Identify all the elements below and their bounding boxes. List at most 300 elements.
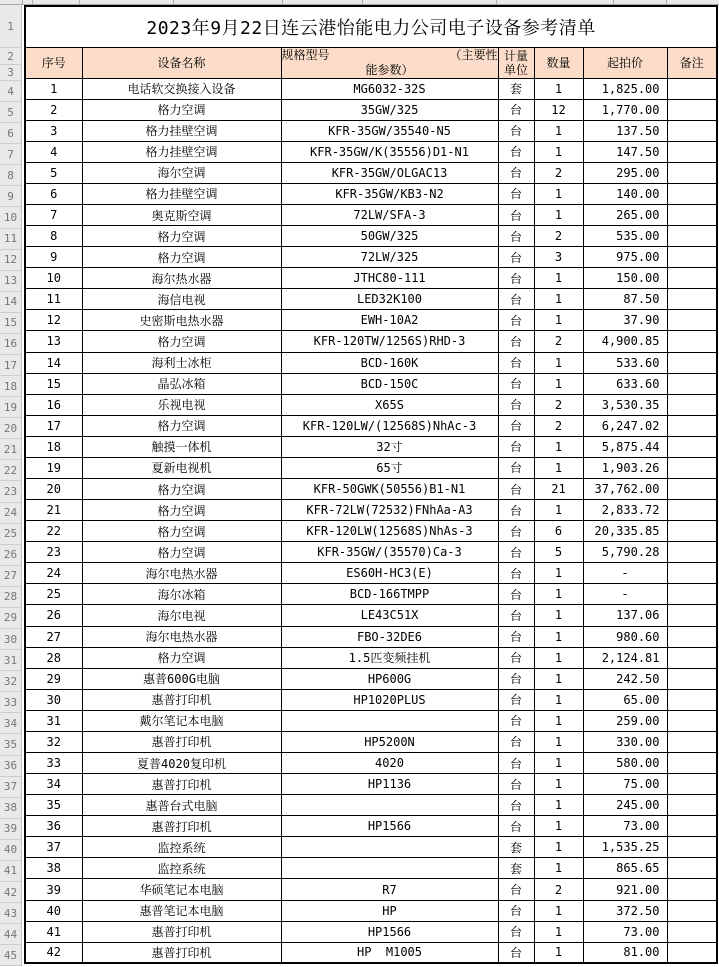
serial-cell[interactable]: 22 xyxy=(25,521,82,542)
price-cell[interactable]: 330.00 xyxy=(583,731,667,752)
row-number[interactable]: 39 xyxy=(0,819,21,840)
price-cell[interactable]: 1,770.00 xyxy=(583,99,667,120)
row-number[interactable]: 2 xyxy=(0,48,21,65)
row-number[interactable]: 7 xyxy=(0,144,21,165)
row-number[interactable]: 16 xyxy=(0,334,21,355)
unit-cell[interactable]: 台 xyxy=(498,331,534,352)
unit-cell[interactable]: 台 xyxy=(498,774,534,795)
price-cell[interactable]: 2,833.72 xyxy=(583,500,667,521)
unit-cell[interactable]: 台 xyxy=(498,141,534,162)
unit-cell[interactable]: 台 xyxy=(498,457,534,478)
device-name-cell[interactable]: 格力空调 xyxy=(82,415,281,436)
spec-cell[interactable]: KFR-35GW/35540-N5 xyxy=(281,120,498,141)
device-name-cell[interactable]: 格力空调 xyxy=(82,247,281,268)
unit-cell[interactable]: 台 xyxy=(498,900,534,921)
unit-cell[interactable]: 台 xyxy=(498,710,534,731)
row-number[interactable]: 18 xyxy=(0,376,21,397)
note-cell[interactable] xyxy=(667,141,717,162)
qty-cell[interactable]: 1 xyxy=(534,689,583,710)
serial-cell[interactable]: 16 xyxy=(25,394,82,415)
unit-cell[interactable]: 台 xyxy=(498,795,534,816)
device-name-cell[interactable]: 惠普打印机 xyxy=(82,689,281,710)
spec-cell[interactable]: KFR-120TW/1256S)RHD-3 xyxy=(281,331,498,352)
qty-cell[interactable]: 2 xyxy=(534,331,583,352)
note-cell[interactable] xyxy=(667,415,717,436)
qty-cell[interactable]: 1 xyxy=(534,710,583,731)
row-number[interactable]: 38 xyxy=(0,798,21,819)
price-cell[interactable]: 3,530.35 xyxy=(583,394,667,415)
note-cell[interactable] xyxy=(667,774,717,795)
device-name-cell[interactable]: 格力空调 xyxy=(82,478,281,499)
note-cell[interactable] xyxy=(667,457,717,478)
device-name-cell[interactable]: 格力空调 xyxy=(82,647,281,668)
qty-cell[interactable]: 1 xyxy=(534,141,583,162)
note-cell[interactable] xyxy=(667,731,717,752)
serial-cell[interactable]: 15 xyxy=(25,373,82,394)
price-cell[interactable]: 980.60 xyxy=(583,626,667,647)
spec-cell[interactable]: KFR-120LW(12568S)NhAs-3 xyxy=(281,521,498,542)
price-cell[interactable]: 1,825.00 xyxy=(583,78,667,99)
note-cell[interactable] xyxy=(667,689,717,710)
row-number[interactable]: 37 xyxy=(0,777,21,798)
note-cell[interactable] xyxy=(667,268,717,289)
price-cell[interactable]: 81.00 xyxy=(583,942,667,963)
serial-cell[interactable]: 28 xyxy=(25,647,82,668)
unit-cell[interactable]: 套 xyxy=(498,837,534,858)
qty-cell[interactable]: 1 xyxy=(534,753,583,774)
device-name-cell[interactable]: 史密斯电热水器 xyxy=(82,310,281,331)
serial-cell[interactable]: 39 xyxy=(25,879,82,900)
spec-cell[interactable]: BCD-160K xyxy=(281,352,498,373)
serial-cell[interactable]: 27 xyxy=(25,626,82,647)
device-name-cell[interactable]: 海尔冰箱 xyxy=(82,584,281,605)
qty-cell[interactable]: 6 xyxy=(534,521,583,542)
serial-cell[interactable]: 5 xyxy=(25,162,82,183)
unit-cell[interactable]: 套 xyxy=(498,858,534,879)
header-device-name[interactable]: 设备名称 xyxy=(82,47,281,78)
device-name-cell[interactable]: 奥克斯空调 xyxy=(82,204,281,225)
header-unit[interactable] xyxy=(498,47,534,78)
note-cell[interactable] xyxy=(667,647,717,668)
row-number[interactable]: 19 xyxy=(0,397,21,418)
spec-cell[interactable]: MG6032-32S xyxy=(281,78,498,99)
price-cell[interactable]: 245.00 xyxy=(583,795,667,816)
price-cell[interactable]: 150.00 xyxy=(583,268,667,289)
serial-cell[interactable]: 21 xyxy=(25,500,82,521)
header-spec[interactable] xyxy=(281,47,498,78)
row-number[interactable]: 31 xyxy=(0,650,21,671)
spec-cell[interactable]: 4020 xyxy=(281,753,498,774)
spec-cell[interactable]: JTHC80-111 xyxy=(281,268,498,289)
spec-cell[interactable]: HP600G xyxy=(281,668,498,689)
serial-cell[interactable]: 12 xyxy=(25,310,82,331)
device-name-cell[interactable]: 格力空调 xyxy=(82,331,281,352)
note-cell[interactable] xyxy=(667,373,717,394)
qty-cell[interactable]: 1 xyxy=(534,837,583,858)
row-number[interactable]: 22 xyxy=(0,460,21,481)
note-cell[interactable] xyxy=(667,605,717,626)
note-cell[interactable] xyxy=(667,837,717,858)
price-cell[interactable]: - xyxy=(583,563,667,584)
spec-cell[interactable]: BCD-166TMPP xyxy=(281,584,498,605)
qty-cell[interactable]: 1 xyxy=(534,647,583,668)
note-cell[interactable] xyxy=(667,247,717,268)
device-name-cell[interactable]: 惠普打印机 xyxy=(82,774,281,795)
row-number[interactable]: 20 xyxy=(0,418,21,439)
qty-cell[interactable]: 1 xyxy=(534,268,583,289)
spec-cell[interactable]: KFR-120LW/(12568S)NhAc-3 xyxy=(281,415,498,436)
qty-cell[interactable]: 1 xyxy=(534,120,583,141)
unit-cell[interactable]: 台 xyxy=(498,120,534,141)
unit-cell[interactable]: 台 xyxy=(498,162,534,183)
qty-cell[interactable]: 3 xyxy=(534,247,583,268)
price-cell[interactable]: 865.65 xyxy=(583,858,667,879)
price-cell[interactable]: 295.00 xyxy=(583,162,667,183)
note-cell[interactable] xyxy=(667,289,717,310)
qty-cell[interactable]: 2 xyxy=(534,415,583,436)
qty-cell[interactable]: 1 xyxy=(534,605,583,626)
row-number[interactable]: 10 xyxy=(0,207,21,228)
price-cell[interactable]: 265.00 xyxy=(583,204,667,225)
device-name-cell[interactable]: 触摸一体机 xyxy=(82,436,281,457)
note-cell[interactable] xyxy=(667,942,717,963)
header-remark[interactable]: 备注 xyxy=(667,47,717,78)
qty-cell[interactable]: 1 xyxy=(534,626,583,647)
device-name-cell[interactable]: 海信电视 xyxy=(82,289,281,310)
row-number[interactable]: 34 xyxy=(0,713,21,734)
row-number[interactable]: 21 xyxy=(0,439,21,460)
row-number[interactable]: 44 xyxy=(0,924,21,945)
row-number[interactable]: 4 xyxy=(0,81,21,102)
row-number[interactable]: 6 xyxy=(0,123,21,144)
qty-cell[interactable]: 1 xyxy=(534,436,583,457)
note-cell[interactable] xyxy=(667,626,717,647)
device-name-cell[interactable]: 惠普600G电脑 xyxy=(82,668,281,689)
spec-cell[interactable]: R7 xyxy=(281,879,498,900)
qty-cell[interactable]: 1 xyxy=(534,942,583,963)
qty-cell[interactable]: 1 xyxy=(534,584,583,605)
price-cell[interactable]: 2,124.81 xyxy=(583,647,667,668)
spec-cell[interactable]: KFR-72LW(72532)FNhAa-A3 xyxy=(281,500,498,521)
qty-cell[interactable]: 1 xyxy=(534,668,583,689)
unit-cell[interactable]: 台 xyxy=(498,352,534,373)
serial-cell[interactable]: 17 xyxy=(25,415,82,436)
note-cell[interactable] xyxy=(667,500,717,521)
device-name-cell[interactable]: 惠普台式电脑 xyxy=(82,795,281,816)
note-cell[interactable] xyxy=(667,921,717,942)
unit-cell[interactable]: 台 xyxy=(498,99,534,120)
price-cell[interactable]: 5,875.44 xyxy=(583,436,667,457)
row-number[interactable]: 30 xyxy=(0,629,21,650)
price-cell[interactable]: 372.50 xyxy=(583,900,667,921)
device-name-cell[interactable]: 海利士冰柜 xyxy=(82,352,281,373)
note-cell[interactable] xyxy=(667,816,717,837)
device-name-cell[interactable]: 海尔电热水器 xyxy=(82,563,281,584)
device-name-cell[interactable]: 惠普打印机 xyxy=(82,921,281,942)
qty-cell[interactable]: 1 xyxy=(534,900,583,921)
price-cell[interactable]: 75.00 xyxy=(583,774,667,795)
qty-cell[interactable]: 2 xyxy=(534,162,583,183)
note-cell[interactable] xyxy=(667,858,717,879)
device-name-cell[interactable]: 格力空调 xyxy=(82,226,281,247)
page-title[interactable]: 2023年9月22日连云港怡能电力公司电子设备参考清单 xyxy=(25,6,717,47)
qty-cell[interactable]: 1 xyxy=(534,204,583,225)
qty-cell[interactable]: 1 xyxy=(534,373,583,394)
row-number[interactable]: 1 xyxy=(0,5,21,48)
spec-cell[interactable] xyxy=(281,795,498,816)
serial-cell[interactable]: 9 xyxy=(25,247,82,268)
serial-cell[interactable]: 11 xyxy=(25,289,82,310)
header-quantity[interactable]: 数量 xyxy=(534,47,583,78)
price-cell[interactable]: 535.00 xyxy=(583,226,667,247)
unit-cell[interactable]: 台 xyxy=(498,500,534,521)
device-name-cell[interactable]: 格力空调 xyxy=(82,542,281,563)
serial-cell[interactable]: 26 xyxy=(25,605,82,626)
qty-cell[interactable]: 12 xyxy=(534,99,583,120)
note-cell[interactable] xyxy=(667,563,717,584)
note-cell[interactable] xyxy=(667,99,717,120)
row-number[interactable]: 11 xyxy=(0,229,21,250)
spec-cell[interactable]: HP5200N xyxy=(281,731,498,752)
note-cell[interactable] xyxy=(667,331,717,352)
unit-cell[interactable]: 台 xyxy=(498,542,534,563)
device-name-cell[interactable]: 格力空调 xyxy=(82,99,281,120)
row-number[interactable]: 12 xyxy=(0,250,21,271)
unit-cell[interactable]: 台 xyxy=(498,247,534,268)
spec-cell[interactable]: 32寸 xyxy=(281,436,498,457)
device-name-cell[interactable]: 格力空调 xyxy=(82,500,281,521)
spec-cell[interactable]: X65S xyxy=(281,394,498,415)
unit-cell[interactable]: 台 xyxy=(498,689,534,710)
spec-cell[interactable]: HP1020PLUS xyxy=(281,689,498,710)
serial-cell[interactable]: 2 xyxy=(25,99,82,120)
device-name-cell[interactable]: 戴尔笔记本电脑 xyxy=(82,710,281,731)
device-name-cell[interactable]: 海尔热水器 xyxy=(82,268,281,289)
note-cell[interactable] xyxy=(667,352,717,373)
serial-cell[interactable]: 3 xyxy=(25,120,82,141)
device-name-cell[interactable]: 惠普笔记本电脑 xyxy=(82,900,281,921)
serial-cell[interactable]: 19 xyxy=(25,457,82,478)
qty-cell[interactable]: 1 xyxy=(534,500,583,521)
spec-cell[interactable]: HP1136 xyxy=(281,774,498,795)
unit-cell[interactable]: 台 xyxy=(498,394,534,415)
unit-cell[interactable]: 台 xyxy=(498,626,534,647)
serial-cell[interactable]: 37 xyxy=(25,837,82,858)
unit-cell[interactable]: 台 xyxy=(498,478,534,499)
note-cell[interactable] xyxy=(667,394,717,415)
spec-cell[interactable]: 50GW/325 xyxy=(281,226,498,247)
price-cell[interactable]: - xyxy=(583,584,667,605)
note-cell[interactable] xyxy=(667,753,717,774)
unit-cell[interactable]: 台 xyxy=(498,647,534,668)
qty-cell[interactable]: 1 xyxy=(534,78,583,99)
unit-cell[interactable]: 台 xyxy=(498,816,534,837)
device-name-cell[interactable]: 惠普打印机 xyxy=(82,942,281,963)
price-cell[interactable]: 137.50 xyxy=(583,120,667,141)
row-number[interactable]: 17 xyxy=(0,355,21,376)
spec-cell[interactable]: HP1566 xyxy=(281,921,498,942)
note-cell[interactable] xyxy=(667,162,717,183)
row-number[interactable]: 23 xyxy=(0,481,21,502)
row-number[interactable]: 14 xyxy=(0,292,21,313)
spec-cell[interactable]: HP M1005 xyxy=(281,942,498,963)
unit-cell[interactable]: 台 xyxy=(498,310,534,331)
serial-cell[interactable]: 13 xyxy=(25,331,82,352)
qty-cell[interactable]: 1 xyxy=(534,731,583,752)
note-cell[interactable] xyxy=(667,900,717,921)
row-number[interactable]: 5 xyxy=(0,102,21,123)
serial-cell[interactable]: 24 xyxy=(25,563,82,584)
row-number[interactable]: 9 xyxy=(0,186,21,207)
qty-cell[interactable]: 1 xyxy=(534,816,583,837)
price-cell[interactable]: 73.00 xyxy=(583,921,667,942)
device-name-cell[interactable]: 惠普打印机 xyxy=(82,731,281,752)
serial-cell[interactable]: 32 xyxy=(25,731,82,752)
row-number[interactable]: 13 xyxy=(0,271,21,292)
unit-cell[interactable]: 套 xyxy=(498,78,534,99)
price-cell[interactable]: 37.90 xyxy=(583,310,667,331)
qty-cell[interactable]: 2 xyxy=(534,879,583,900)
header-start-price[interactable]: 起拍价 xyxy=(583,47,667,78)
row-number[interactable]: 29 xyxy=(0,608,21,629)
serial-cell[interactable]: 4 xyxy=(25,141,82,162)
price-cell[interactable]: 37,762.00 xyxy=(583,478,667,499)
note-cell[interactable] xyxy=(667,710,717,731)
unit-cell[interactable]: 台 xyxy=(498,226,534,247)
unit-cell[interactable]: 台 xyxy=(498,563,534,584)
price-cell[interactable]: 4,900.85 xyxy=(583,331,667,352)
device-name-cell[interactable]: 海尔电热水器 xyxy=(82,626,281,647)
spec-cell[interactable] xyxy=(281,858,498,879)
row-number[interactable]: 15 xyxy=(0,313,21,334)
note-cell[interactable] xyxy=(667,436,717,457)
unit-cell[interactable]: 台 xyxy=(498,183,534,204)
serial-cell[interactable]: 36 xyxy=(25,816,82,837)
serial-cell[interactable]: 14 xyxy=(25,352,82,373)
price-cell[interactable]: 1,903.26 xyxy=(583,457,667,478)
price-cell[interactable]: 975.00 xyxy=(583,247,667,268)
spec-cell[interactable]: 1.5匹变频挂机 xyxy=(281,647,498,668)
note-cell[interactable] xyxy=(667,204,717,225)
unit-cell[interactable]: 台 xyxy=(498,289,534,310)
unit-cell[interactable]: 台 xyxy=(498,521,534,542)
unit-cell[interactable]: 台 xyxy=(498,731,534,752)
price-cell[interactable]: 1,535.25 xyxy=(583,837,667,858)
price-cell[interactable]: 633.60 xyxy=(583,373,667,394)
qty-cell[interactable]: 2 xyxy=(534,226,583,247)
device-name-cell[interactable]: 电话软交换接入设备 xyxy=(82,78,281,99)
note-cell[interactable] xyxy=(667,879,717,900)
serial-cell[interactable]: 1 xyxy=(25,78,82,99)
unit-cell[interactable]: 台 xyxy=(498,436,534,457)
serial-cell[interactable]: 25 xyxy=(25,584,82,605)
serial-cell[interactable]: 8 xyxy=(25,226,82,247)
device-name-cell[interactable]: 华硕笔记本电脑 xyxy=(82,879,281,900)
qty-cell[interactable]: 1 xyxy=(534,289,583,310)
note-cell[interactable] xyxy=(667,183,717,204)
qty-cell[interactable]: 1 xyxy=(534,795,583,816)
row-number[interactable]: 43 xyxy=(0,903,21,924)
unit-cell[interactable]: 台 xyxy=(498,753,534,774)
qty-cell[interactable]: 21 xyxy=(534,478,583,499)
note-cell[interactable] xyxy=(667,226,717,247)
serial-cell[interactable]: 34 xyxy=(25,774,82,795)
note-cell[interactable] xyxy=(667,120,717,141)
qty-cell[interactable]: 2 xyxy=(534,394,583,415)
serial-cell[interactable]: 29 xyxy=(25,668,82,689)
device-name-cell[interactable]: 格力空调 xyxy=(82,521,281,542)
serial-cell[interactable]: 40 xyxy=(25,900,82,921)
spec-cell[interactable]: KFR-35GW/KB3-N2 xyxy=(281,183,498,204)
serial-cell[interactable]: 31 xyxy=(25,710,82,731)
spec-cell[interactable]: LED32K100 xyxy=(281,289,498,310)
serial-cell[interactable]: 23 xyxy=(25,542,82,563)
price-cell[interactable]: 137.06 xyxy=(583,605,667,626)
price-cell[interactable]: 259.00 xyxy=(583,710,667,731)
row-number[interactable]: 27 xyxy=(0,566,21,587)
row-number[interactable]: 42 xyxy=(0,882,21,903)
note-cell[interactable] xyxy=(667,668,717,689)
serial-cell[interactable]: 20 xyxy=(25,478,82,499)
header-serial[interactable]: 序号 xyxy=(25,47,82,78)
spec-cell[interactable]: 72LW/SFA-3 xyxy=(281,204,498,225)
unit-cell[interactable]: 台 xyxy=(498,584,534,605)
qty-cell[interactable]: 5 xyxy=(534,542,583,563)
qty-cell[interactable]: 1 xyxy=(534,183,583,204)
price-cell[interactable]: 580.00 xyxy=(583,753,667,774)
price-cell[interactable]: 140.00 xyxy=(583,183,667,204)
unit-cell[interactable]: 台 xyxy=(498,268,534,289)
price-cell[interactable]: 242.50 xyxy=(583,668,667,689)
spec-cell[interactable]: BCD-150C xyxy=(281,373,498,394)
row-number[interactable]: 36 xyxy=(0,756,21,777)
price-cell[interactable]: 533.60 xyxy=(583,352,667,373)
spec-cell[interactable]: 35GW/325 xyxy=(281,99,498,120)
serial-cell[interactable]: 41 xyxy=(25,921,82,942)
qty-cell[interactable]: 1 xyxy=(534,563,583,584)
serial-cell[interactable]: 18 xyxy=(25,436,82,457)
row-number[interactable]: 40 xyxy=(0,840,21,861)
unit-cell[interactable]: 台 xyxy=(498,605,534,626)
device-name-cell[interactable]: 惠普打印机 xyxy=(82,816,281,837)
spec-cell[interactable]: 72LW/325 xyxy=(281,247,498,268)
spec-cell[interactable]: 65寸 xyxy=(281,457,498,478)
serial-cell[interactable]: 33 xyxy=(25,753,82,774)
spec-cell[interactable]: KFR-35GW/K(35556)D1-N1 xyxy=(281,141,498,162)
qty-cell[interactable]: 1 xyxy=(534,774,583,795)
qty-cell[interactable]: 1 xyxy=(534,921,583,942)
unit-cell[interactable]: 台 xyxy=(498,879,534,900)
row-number[interactable]: 41 xyxy=(0,861,21,882)
serial-cell[interactable]: 7 xyxy=(25,204,82,225)
unit-cell[interactable]: 台 xyxy=(498,415,534,436)
note-cell[interactable] xyxy=(667,78,717,99)
price-cell[interactable]: 6,247.02 xyxy=(583,415,667,436)
price-cell[interactable]: 87.50 xyxy=(583,289,667,310)
device-name-cell[interactable]: 格力挂壁空调 xyxy=(82,120,281,141)
price-cell[interactable]: 147.50 xyxy=(583,141,667,162)
unit-cell[interactable]: 台 xyxy=(498,204,534,225)
spec-cell[interactable]: KFR-35GW/(35570)Ca-3 xyxy=(281,542,498,563)
serial-cell[interactable]: 35 xyxy=(25,795,82,816)
device-name-cell[interactable]: 监控系统 xyxy=(82,858,281,879)
row-number[interactable]: 32 xyxy=(0,671,21,692)
qty-cell[interactable]: 1 xyxy=(534,352,583,373)
unit-cell[interactable]: 台 xyxy=(498,942,534,963)
serial-cell[interactable]: 42 xyxy=(25,942,82,963)
device-name-cell[interactable]: 夏新电视机 xyxy=(82,457,281,478)
row-number[interactable]: 8 xyxy=(0,165,21,186)
